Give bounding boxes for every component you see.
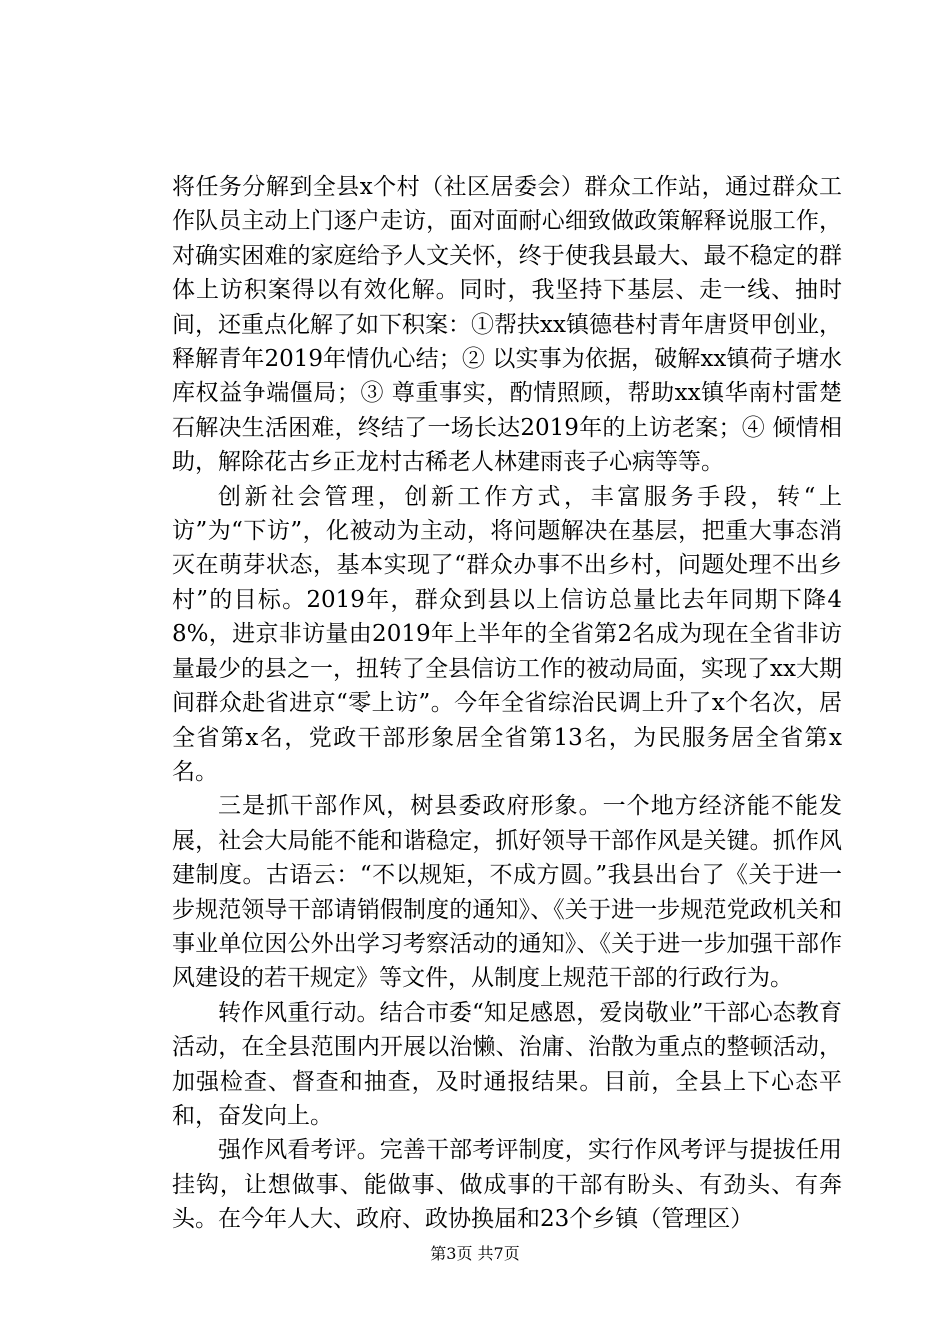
- paragraph-2: 创新社会管理，创新工作方式，丰富服务手段，转“上访”为“下访”，化被动为主动，将问题解决在基层，把重大事态消灭在萌芽状态，基本实现了“群众办事不出乡村，问题处理不出乡村”的目标。2019年，群众到县以上信访总量比去年同期下降48%，进京非访量由2019年上半年的全省第2名成为现在全省非访量最少的县之一，扭转了全县信访工作的被动局面，实现了xx大期间群众赴省进京“零上访”。今年全省综治民调上升了x个名次，居全省第x名，党政干部形象居全省第13名，为民服务居全省第x名。: [172, 483, 842, 785]
- paragraph-3: 三是抓干部作风，树县委政府形象。一个地方经济能不能发展，社会大局能不能和谐稳定，抓好领导干部作风是关键。抓作风建制度。古语云：“不以规矩，不成方圆。”我县出台了《关于进一步规范领导干部请销假制度的通知》、《关于进一步规范党政机关和事业单位因公外出学习考察活动的通知》、《关于进一步加强干部作风建设的若干规定》等文件，从制度上规范干部的行政行为。: [172, 793, 842, 992]
- paragraph-1: 将任务分解到全县x个村（社区居委会）群众工作站，通过群众工作队员主动上门逐户走访，面对面耐心细致做政策解释说服工作，对确实困难的家庭给予人文关怀，终于使我县最大、最不稳定的群体上访积案得以有效化解。同时，我坚持下基层、走一线、抽时间，还重点化解了如下积案：①帮扶xx镇德巷村青年唐贤甲创业，释解青年2019年情仇心结；② 以实事为依据，破解xx镇荷子塘水库权益争端僵局；③ 尊重事实，酌情照顾，帮助xx镇华南村雷楚石解决生活困难，终结了一场长达2019年的上访老案；④ 倾情相助，解除花古乡正龙村古稀老人林建雨丧子心病等等。: [172, 174, 842, 476]
- paragraph-5: 强作风看考评。完善干部考评制度，实行作风考评与提拔任用挂钩，让想做事、能做事、做成事的干部有盼头、有劲头、有奔头。在今年人大、政府、政协换届和23个乡镇（管理区）: [172, 1137, 842, 1233]
- document-body: [172, 170, 842, 1237]
- paragraph-4: 转作风重行动。结合市委“知足感恩，爱岗敬业”干部心态教育活动，在全县范围内开展以治懒、治庸、治散为重点的整顿活动，加强检查、督查和抽查，及时通报结果。目前，全县上下心态平和，奋发向上。: [172, 999, 842, 1129]
- page-footer: 第3页 共7页: [430, 1244, 520, 1263]
